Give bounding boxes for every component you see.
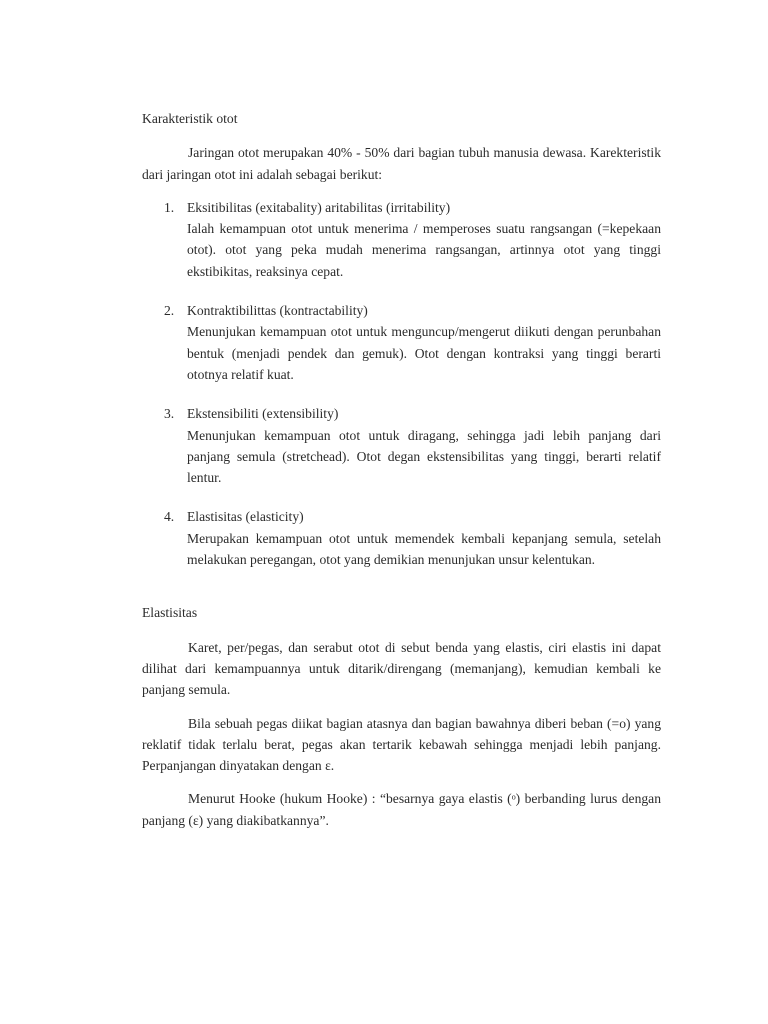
list-item-number: 1.: [164, 199, 175, 215]
intro-paragraph: Jaringan otot merupakan 40% - 50% dari bagian tubuh manusia dewasa. Karekteristik dari jaringan otot ini adalah sebagai berikut:: [142, 145, 661, 182]
list-item-title: Eksitibilitas (exitabality) aritabilitas (irritability): [187, 199, 451, 215]
paragraph-spring-load: Bila sebuah pegas diikat bagian atasnya dan bagian bawahnya diberi beban (=o) yang reklatif tidak terlalu berat, pegas akan tertarik kebawah sehingga menjadi lebih panjang. Perpanjangan dinyatakan dengan ε.: [142, 715, 661, 774]
list-item-description: Menunjukan kemampuan otot untuk diragang, sehingga jadi lebih panjang dari panjang semula (stretchead). Otot degan ekstensibilitas yang tinggi, berarti relatif lentur.: [187, 427, 661, 486]
list-item-number: 3.: [164, 406, 175, 422]
paragraph-hooke-law: Menurut Hooke (hukum Hooke) : “besarnya gaya elastis (ᵒ) berbanding lurus dengan panjang (ε) yang diakibatkannya”.: [142, 791, 661, 828]
section-heading-karakteristik: Karakteristik otot: [142, 111, 238, 126]
list-item-description: Ialah kemampuan otot untuk menerima / memperoses suatu rangsangan (=kepekaan otot). otot yang peka mudah menerima rangsangan, artinnya otot yang tinggi ekstibikitas, reaksinya cepat.: [187, 221, 661, 279]
list-item-title: Elastisitas (elasticity): [187, 509, 304, 525]
list-item-description: Merupakan kemampuan otot untuk memendek kembali kepanjang semula, setelah melakukan peregangan, otot yang demikian menunjukan unsur kelentukan.: [187, 530, 661, 568]
list-item: [142, 197, 661, 282]
list-item: [142, 403, 661, 488]
section-heading-elastisitas: Elastisitas: [142, 605, 198, 621]
list-item-number: 4.: [164, 509, 175, 525]
list-item-title: Kontraktibilittas (kontractability): [187, 303, 368, 319]
characteristics-list: [142, 197, 661, 570]
list-item-description: Menunjukan kemampuan otot untuk menguncup/mengerut diikuti dengan perunbahan bentuk (menjadi pendek dan gemuk). Otot dengan kontraksi yang tinggi berarti ototnya relatif kuat.: [187, 324, 661, 382]
document-page: [142, 108, 661, 843]
list-item: [142, 300, 661, 385]
paragraph-elastic-materials: Karet, per/pegas, dan serabut otot di sebut benda yang elastis, ciri elastis ini dapat dilihat dari kemampuannya untuk ditarik/direngang (memanjang), kemudian kembali ke panjang semula.: [142, 639, 661, 698]
list-item-number: 2.: [164, 303, 175, 319]
list-item-title: Ekstensibiliti (extensibility): [187, 406, 339, 422]
list-item: [142, 506, 661, 570]
section-spacer: [142, 588, 661, 602]
